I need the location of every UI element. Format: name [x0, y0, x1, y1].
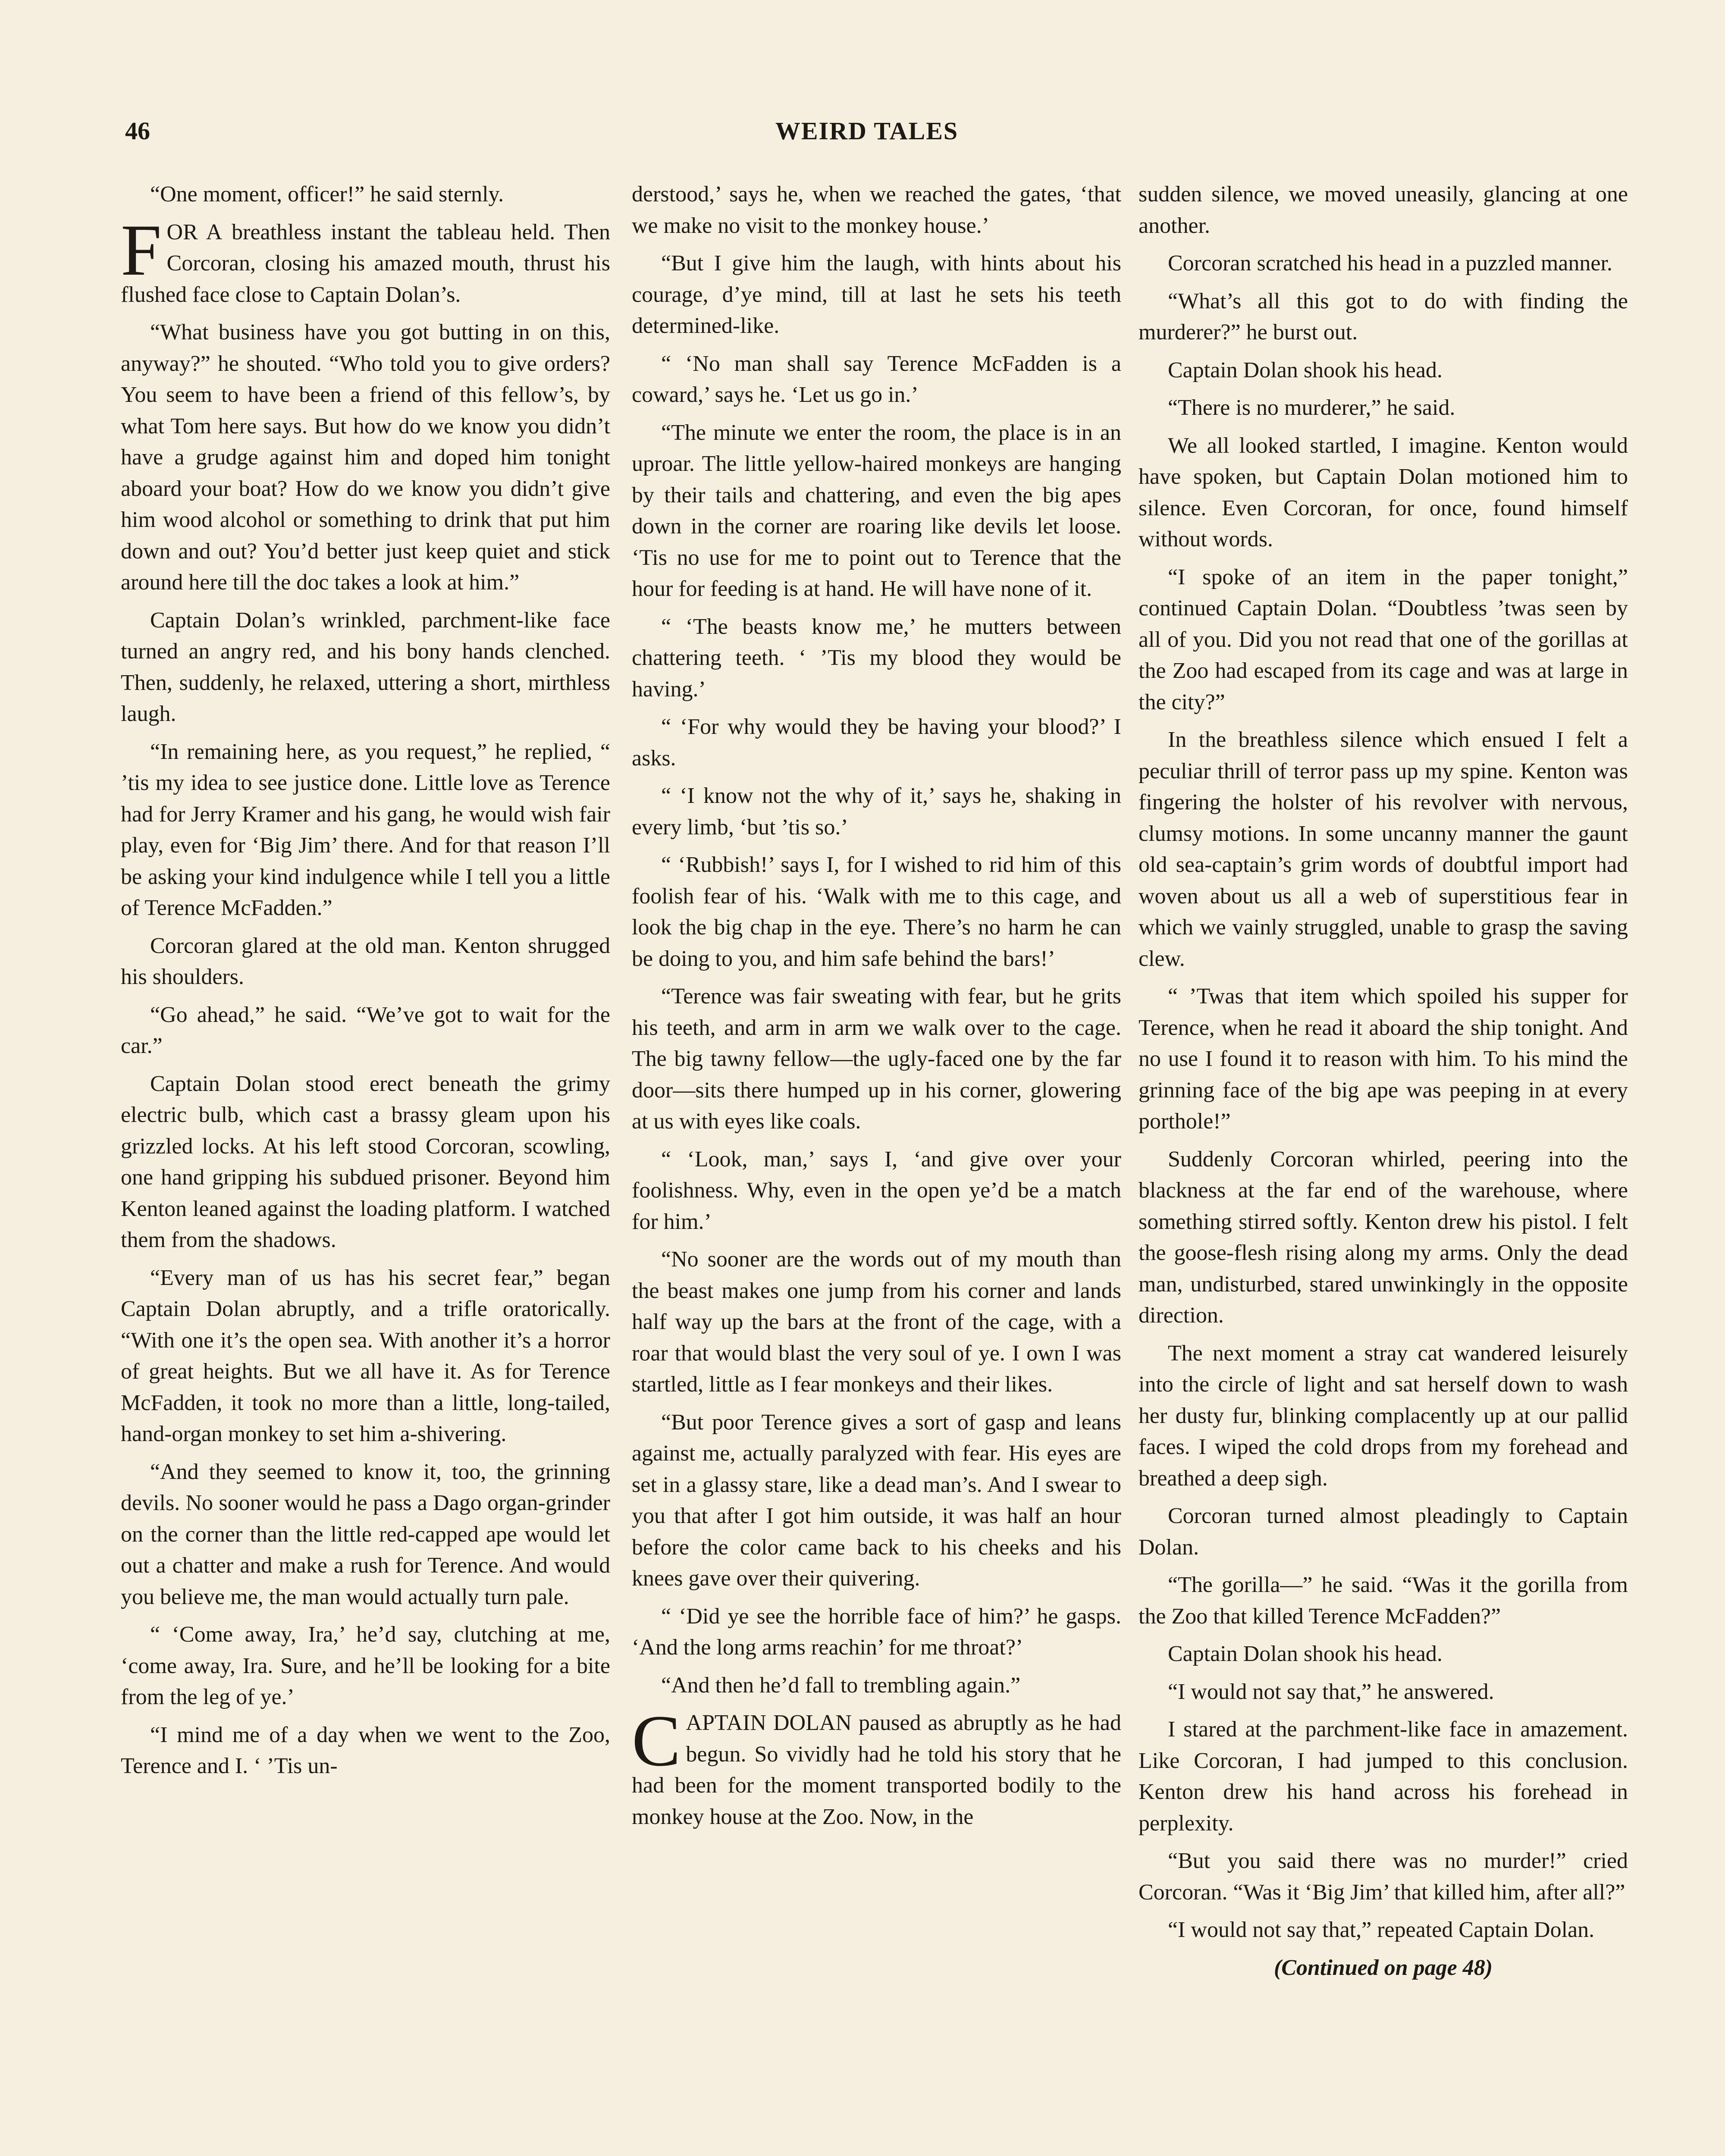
paragraph-text: “I would not say that,” he answered. — [1168, 1679, 1494, 1704]
drop-cap: F — [121, 209, 162, 291]
small-caps-lead: APTAIN DOLAN — [686, 1711, 852, 1735]
paragraph — [1138, 286, 1628, 348]
paragraph-text: “ ‘Rubbish!’ says I, for I wished to rid him of this foolish fear of his. ‘Walk with me to this cage, and look the big chap in the eye. There’s no harm he can be doing to you, and him safe behind the bars!’ — [632, 852, 1121, 971]
paragraph-text: We all looked startled, I imagine. Kenton would have spoken, but Captain Dolan motioned him to silence. Even Corcoran, for once, found himself without words. — [1138, 433, 1628, 552]
paragraph-text: Corcoran glared at the old man. Kenton shrugged his shoulders. — [121, 933, 610, 989]
paragraph-text: In the breathless silence which ensued I felt a peculiar thrill of terror pass up my spine. Kenton was fingering the holster of his revolver with nervous, clumsy motions. In some uncanny manner the gaunt old sea-captain’s grim words of doubtful import had woven about us all a web of superstitious fear in which we vainly struggled, unable to grasp the saving clew. — [1138, 727, 1628, 971]
paragraph — [1138, 1915, 1628, 1946]
paragraph-text: “What business have you got butting in on this, anyway?” he shouted. “Who told you to give orders? You seem to have been a friend of this fellow’s, by what Tom here says. But how do we know you didn’t have a grudge against him and doped him tonight aboard your boat? How do we know you didn’t give him wood alcohol or something to drink that put him down and out? You’d better just keep quiet and stick around here till the doc takes a look at him.” — [121, 320, 610, 595]
paragraph — [121, 931, 610, 993]
paragraph-text: “ ’Twas that item which spoiled his supper for Terence, when he read it aboard the ship tonight. And no use I found it to reason with him. To his mind the grinning face of the big ape was peeping in at every porthole!” — [1138, 984, 1628, 1134]
paragraph-text: Captain Dolan shook his head. — [1168, 357, 1443, 382]
paragraph-text: “I spoke of an item in the paper tonight,” continued Captain Dolan. “Doubtless ’twas seen by all of you. Did you not read that one of the gorillas at the Zoo had escaped from its cage and was at large in the city?” — [1138, 564, 1628, 714]
paragraph-text: paused as abruptly as he had begun. So vividly had he told his story that he had been for the moment transported bodily to the monkey house at the Zoo. Now, in the — [632, 1711, 1121, 1829]
paragraph-text: “And then he’d fall to trembling again.” — [661, 1673, 1021, 1698]
continued-note: (Continued on page 48) — [1273, 1955, 1493, 1980]
paragraph — [632, 611, 1121, 705]
paragraph — [121, 1457, 610, 1613]
paragraph-text: “Go ahead,” he said. “We’ve got to wait for the car.” — [121, 1002, 610, 1058]
text-column-3 — [1138, 179, 1628, 1990]
running-head: WEIRD TALES — [775, 117, 959, 145]
paragraph-text: “The minute we enter the room, the place is in an uproar. The little yellow-haired monkeys are hanging by their tails and chattering, and even the big apes down in the corner are roaring like devils let loose. ‘Tis no use for me to point out to Terence that the hour for feeding is at hand. He will have none of it. — [632, 420, 1121, 601]
paragraph — [632, 1144, 1121, 1238]
paragraph-text: Corcoran scratched his head in a puzzled manner. — [1168, 251, 1612, 276]
paragraph-text: The next moment a stray cat wandered leisurely into the circle of light and sat herself down to wash her dusty fur, blinking complacently up at our pallid faces. I wiped the cold drops from my forehead and breathed a deep sigh. — [1138, 1341, 1628, 1491]
paragraph-text: “Terence was fair sweating with fear, but he grits his teeth, and arm in arm we walk over to the cage. The big tawny fellow—the ugly-faced one by the far door—sits there humped up in his corner, glowering at us with eyes like coals. — [632, 984, 1121, 1134]
paragraph — [632, 1244, 1121, 1401]
paragraph — [1138, 1338, 1628, 1495]
paragraph — [632, 179, 1121, 241]
paragraph — [1138, 562, 1628, 718]
paragraph — [632, 1670, 1121, 1702]
paragraph-text: “But poor Terence gives a sort of gasp and leans against me, actually paralyzed with fear. His eyes are set in a glassy stare, like a dead man’s. And I swear to you that after I got him outside, it was half an hour before the color came back to his cheeks and his knees gave over their quivering. — [632, 1410, 1121, 1591]
paragraph — [632, 711, 1121, 774]
paragraph-text: “But you said there was no murder!” cried Corcoran. “Was it ‘Big Jim’ that killed him, after all?” — [1138, 1849, 1628, 1905]
paragraph — [1138, 981, 1628, 1138]
paragraph-text: Suddenly Corcoran whirled, peering into the blackness at the far end of the warehouse, where something stirred softly. Kenton drew his pistol. I felt the goose-flesh rising along my arms. Only the dead man, undisturbed, stared unwinkingly in the opposite direction. — [1138, 1147, 1628, 1328]
paragraph — [1138, 355, 1628, 386]
paragraph-text: “ ‘Come away, Ira,’ he’d say, clutching at me, ‘come away, Ira. Sure, and he’ll be looking for a bite from the leg of ye.’ — [121, 1622, 610, 1709]
paragraph — [121, 1263, 610, 1450]
paragraph — [121, 209, 610, 311]
paragraph — [632, 981, 1121, 1138]
paragraph — [121, 605, 610, 730]
paragraph — [632, 1407, 1121, 1595]
paragraph — [632, 348, 1121, 411]
paragraph-text: “There is no murderer,” he said. — [1168, 395, 1455, 420]
paragraph-text: Captain Dolan stood erect beneath the grimy electric bulb, which cast a brassy gleam upon his grizzled locks. At his left stood Corcoran, scowling, one hand gripping his subdued prisoner. Beyond him Kenton leaned against the loading platform. I watched them from the shadows. — [121, 1071, 610, 1252]
paragraph — [632, 1700, 1121, 1833]
paragraph — [1138, 1639, 1628, 1670]
paragraph-text: “I would not say that,” repeated Captain Dolan. — [1168, 1918, 1595, 1942]
paragraph-text: “In remaining here, as you request,” he replied, “ ’tis my idea to see justice done. Little love as Terence had for Jerry Kramer and his gang, he would wish fair play, even for ‘Big Jim’ there. And for that reason I’ll be asking your kind indulgence while I tell you a little of Terence McFadden.” — [121, 739, 610, 920]
paragraph — [121, 1000, 610, 1062]
paragraph — [632, 1601, 1121, 1664]
text-column-1 — [121, 179, 610, 1789]
paragraph-text: Captain Dolan’s wrinkled, parchment-like face turned an angry red, and his bony hands clenched. Then, suddenly, he relaxed, uttering a short, mirthless laugh. — [121, 608, 610, 726]
paragraph — [1138, 1501, 1628, 1563]
paragraph-text: Corcoran turned almost pleadingly to Captain Dolan. — [1138, 1504, 1628, 1560]
paragraph-text: “What’s all this got to do with finding the murderer?” he burst out. — [1138, 288, 1628, 345]
paragraph — [632, 248, 1121, 342]
paragraph — [1138, 1714, 1628, 1839]
paragraph — [121, 179, 610, 210]
paragraph-text: derstood,’ says he, when we reached the gates, ‘that we make no visit to the monkey house.’ — [632, 182, 1121, 238]
paragraph-text: “Every man of us has his secret fear,” began Captain Dolan abruptly, and a trifle oratorically. “With one it’s the open sea. With another it’s a horror of great heights. But we all have it. As for Terence McFadden, it took no more than a little, long-tailed, hand-organ monkey to set him a-shivering. — [121, 1265, 610, 1446]
paragraph — [1138, 392, 1628, 424]
paragraph-text: breathless instant the tableau held. Then Corcoran, closing his amazed mouth, thrust his flushed face close to Captain Dolan’s. — [121, 219, 610, 307]
page-number: 46 — [125, 117, 150, 145]
paragraph — [1138, 724, 1628, 975]
paragraph-text: “ ‘No man shall say Terence McFadden is a coward,’ says he. ‘Let us go in.’ — [632, 351, 1121, 407]
paragraph — [121, 1069, 610, 1256]
page-header — [125, 116, 1609, 155]
paragraph — [632, 417, 1121, 605]
paragraph — [121, 1619, 610, 1713]
paragraph-text: “One moment, officer!” he said sternly. — [150, 182, 504, 207]
paragraph — [632, 780, 1121, 843]
paragraph-text: “And they seemed to know it, too, the grinning devils. No sooner would he pass a Dago organ-grinder on the corner than the little red-capped ape would let out a chatter and make a rush for Terence. And would you believe me, the man would actually turn pale. — [121, 1459, 610, 1609]
paragraph — [121, 736, 610, 924]
paragraph-text: “ ‘Did ye see the horrible face of him?’ he gasps. ‘And the long arms reachin’ for me throat?’ — [632, 1604, 1121, 1660]
paragraph-text: “But I give him the laugh, with hints about his courage, d’ye mind, till at last he sets his teeth determined-like. — [632, 251, 1121, 338]
paragraph-text: “ ‘For why would they be having your blood?’ I asks. — [632, 714, 1121, 771]
paragraph — [632, 849, 1121, 975]
paragraph-text: I stared at the parchment-like face in amazement. Like Corcoran, I had jumped to this conclusion. Kenton drew his hand across his forehead in perplexity. — [1138, 1717, 1628, 1836]
paragraph-text: “The gorilla—” he said. “Was it the gorilla from the Zoo that killed Terence McFadden?” — [1138, 1573, 1628, 1629]
paragraph — [1138, 430, 1628, 555]
paragraph-text: “ ‘I know not the why of it,’ says he, shaking in every limb, ‘but ’tis so.’ — [632, 783, 1121, 840]
small-caps-lead: OR A — [166, 219, 223, 244]
paragraph — [1138, 179, 1628, 241]
paragraph-text: Captain Dolan shook his head. — [1168, 1642, 1443, 1666]
paragraph-text: “ ‘Look, man,’ says I, ‘and give over your foolishness. Why, even in the open ye’d be a match for him.’ — [632, 1147, 1121, 1234]
paragraph — [121, 317, 610, 599]
paragraph — [1138, 1144, 1628, 1332]
paragraph — [121, 1720, 610, 1782]
drop-cap: C — [632, 1700, 681, 1781]
text-column-2 — [632, 179, 1121, 1839]
paragraph — [1138, 1846, 1628, 1908]
paragraph — [1138, 248, 1628, 279]
paragraph-text: “No sooner are the words out of my mouth than the beast makes one jump from his corner and lands half way up the bars at the front of the cage, with a roar that would blast the very soul of ye. I own I was startled, little as I fear monkeys and their likes. — [632, 1247, 1121, 1397]
paragraph-text: sudden silence, we moved uneasily, glancing at one another. — [1138, 182, 1628, 238]
paragraph-text: “ ‘The beasts know me,’ he mutters between chattering teeth. ‘ ’Tis my blood they would be having.’ — [632, 614, 1121, 702]
paragraph — [1138, 1677, 1628, 1708]
paragraph — [1138, 1570, 1628, 1632]
paragraph-text: “I mind me of a day when we went to the Zoo, Terence and I. ‘ ’Tis un- — [121, 1722, 610, 1778]
